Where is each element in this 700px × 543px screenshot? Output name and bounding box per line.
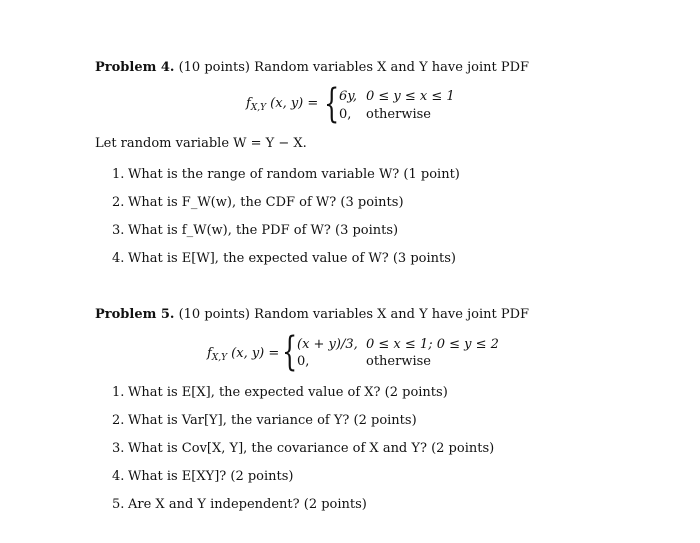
problem-4-case2-value: 0, xyxy=(339,107,352,122)
problem-4-brace: { xyxy=(324,81,340,127)
problem-4-let-text: Let random variable W = Y − X. xyxy=(95,136,307,151)
list-item: 1. What is E[X], the expected value of X? (2 points) xyxy=(112,385,448,400)
problem-5-case2-condition: otherwise xyxy=(366,354,431,369)
pdf-args: (x, y) = xyxy=(270,96,319,111)
problem-4-case1-condition: 0 ≤ y ≤ x ≤ 1 xyxy=(366,89,455,104)
problem-5-brace: { xyxy=(282,329,298,375)
problem-5-pdf-lhs xyxy=(207,346,279,363)
list-item: 1. What is the range of random variable W? (1 point) xyxy=(112,167,460,182)
problem-4-case2-condition: otherwise xyxy=(366,107,431,122)
list-item: 2. What is Var[Y], the variance of Y? (2 points) xyxy=(112,413,417,428)
pdf-subscript: X,Y xyxy=(250,103,267,113)
list-item: 5. Are X and Y independent? (2 points) xyxy=(112,497,367,512)
problem-4-pdf-lhs xyxy=(246,96,318,113)
problem-4-case1-value: 6y, xyxy=(339,89,358,104)
list-item: 3. What is Cov[X, Y], the covariance of X and Y? (2 points) xyxy=(112,441,495,456)
list-item: 4. What is E[W], the expected value of W? (3 points) xyxy=(112,251,456,266)
problem-5-case1-condition: 0 ≤ x ≤ 1; 0 ≤ y ≤ 2 xyxy=(366,337,499,352)
list-item: 2. What is F_W(w), the CDF of W? (3 points) xyxy=(112,195,404,210)
problem-5-text: (10 points) Random variables X and Y have joint PDF xyxy=(178,307,530,322)
problem-4-heading xyxy=(95,60,529,76)
problem-5-case1-value: (x + y)/3, xyxy=(297,337,358,352)
problem-5-case2-value: 0, xyxy=(297,354,310,369)
problem-5-heading xyxy=(95,307,529,323)
pdf-f: f xyxy=(246,96,251,111)
pdf-f: f xyxy=(207,346,212,361)
problem-4-text: (10 points) Random variables X and Y have joint PDF xyxy=(178,60,530,75)
problem-4-label: Problem 4. xyxy=(95,60,175,75)
list-item: 4. What is E[XY]? (2 points) xyxy=(112,469,294,484)
pdf-subscript: X,Y xyxy=(211,353,228,363)
list-item: 3. What is f_W(w), the PDF of W? (3 points) xyxy=(112,223,399,238)
problem-5-label: Problem 5. xyxy=(95,307,175,322)
pdf-args: (x, y) = xyxy=(231,346,280,361)
